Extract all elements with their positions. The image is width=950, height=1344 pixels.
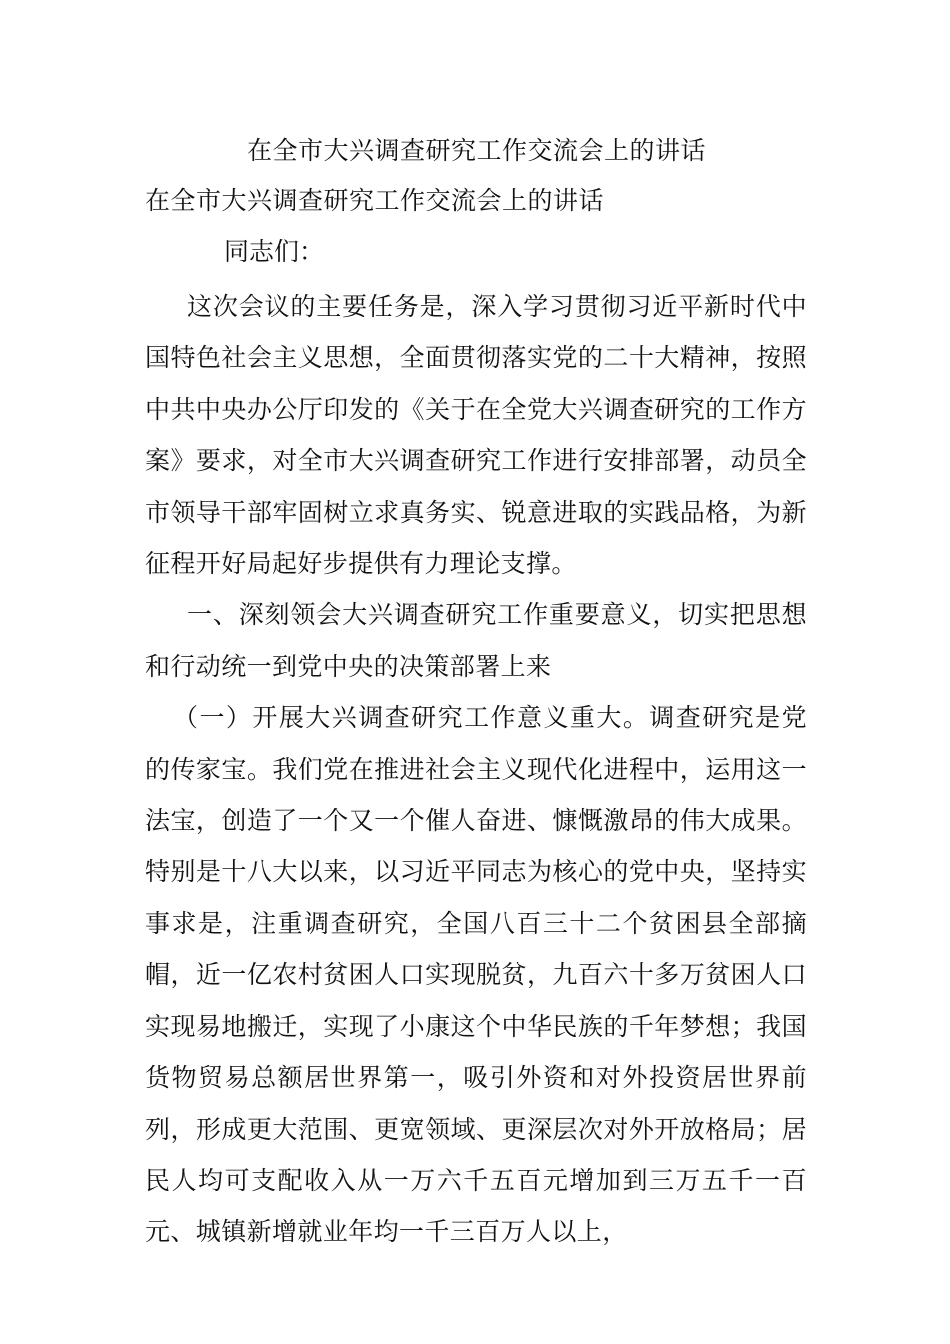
document-subtitle: 在全市大兴调查研究工作交流会上的讲话 — [145, 186, 605, 215]
document-title: 在全市大兴调查研究工作交流会上的讲话 — [247, 136, 707, 165]
section-heading-1: 一、深刻领会大兴调查研究工作重要意义，切实把思想和行动统一到党中央的决策部署上来 — [145, 600, 807, 681]
salutation: 同志们： — [224, 237, 325, 266]
paragraph-section-1-1: （一）开展大兴调查研究工作意义重大。调查研究是党的传家宝。我们党在推进社会主义现代化进程中，运用这一法宝，创造了一个又一个催人奋进、慷慨激昂的伟大成果。特别是十八大以来，以习近平同志为核心的党中央，坚持实事求是，注重调查研究，全国八百三十二个贫困县全部摘帽，近一亿农村贫困人口实现脱贫，九百六十多万贫困人口实现易地搬迁，实现了小康这个中华民族的千年梦想；我国货物贸易总额居世界第一，吸引外资和对外投资居世界前列，形成更大范围、更宽领域、更深层次对外开放格局；居民人均可支配收入从一万六千五百元增加到三万五千一百元、城镇新增就业年均一千三百万人以上， — [145, 703, 807, 1247]
paragraph-intro: 这次会议的主要任务是，深入学习贯彻习近平新时代中国特色社会主义思想，全面贯彻落实党的二十大精神，按照中共中央办公厅印发的《关于在全党大兴调查研究的工作方案》要求，对全市大兴调查研究工作进行安排部署，动员全市领导干部牢固树立求真务实、锐意进取的实践品格，为新征程开好局起好步提供有力理论支撑。 — [145, 292, 807, 579]
document-body — [145, 281, 807, 1258]
